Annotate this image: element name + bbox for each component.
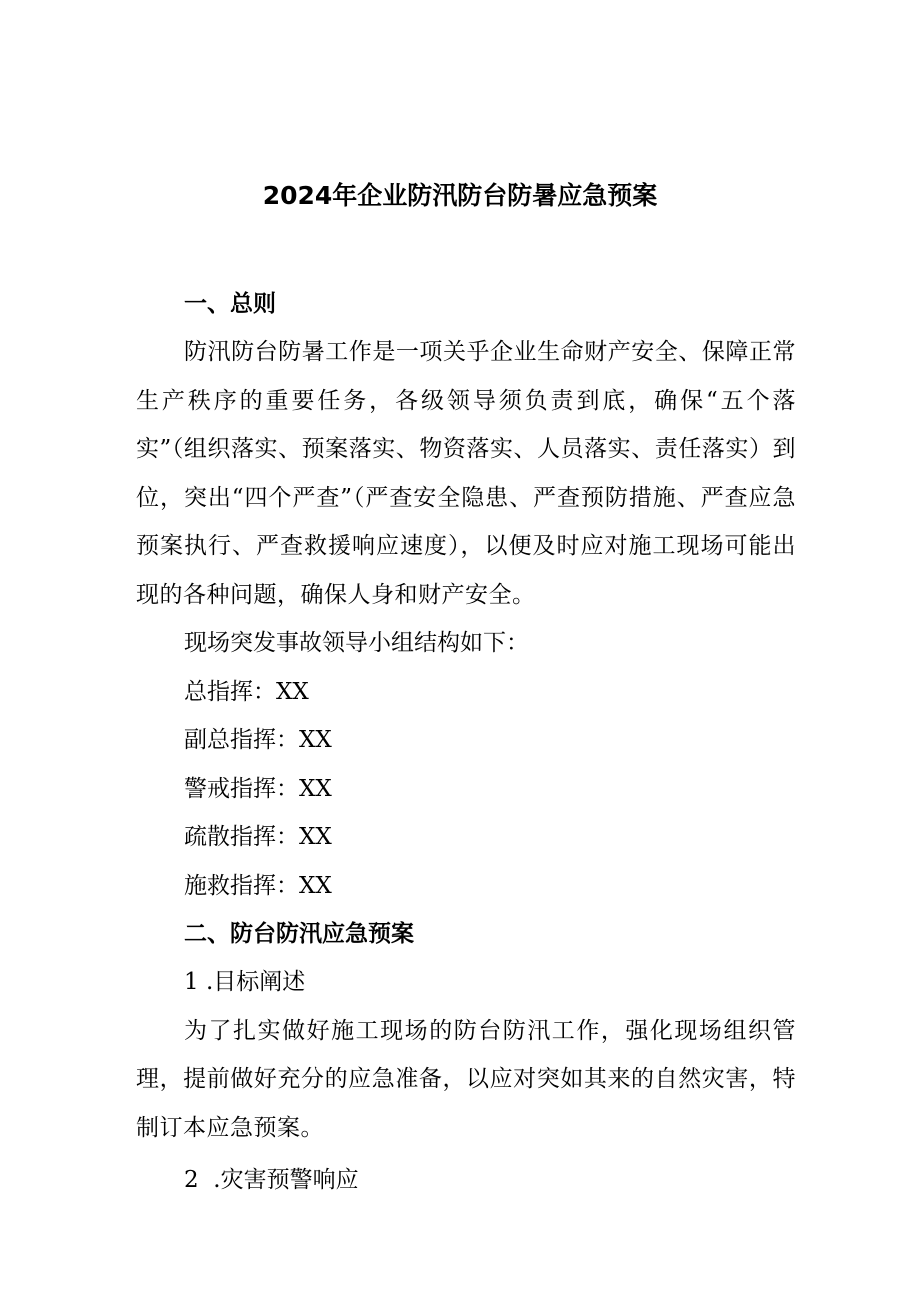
section-heading-plan: 二、防台防汛应急预案 [184, 921, 414, 947]
document-title: 2024年企业防汛防台防暑应急预案 [262, 181, 658, 210]
paragraph-overview: 防汛防台防暑工作是一项关乎企业生命财产安全、保障正常生产秩序的重要任务，各级领导须负责到底，确保“五个落实”（组织落实、预案落实、物资落实、人员落实、责任落实）到位，突出“四个严查”（严查安全隐患、严查预防措施、严查应急预案执行、严查救援响应速度），以便及时应对施工现场可能出现的各种问题，确保人身和财产安全。 [136, 339, 796, 608]
paragraph-team-structure: 现场突发事故领导小组结构如下： [184, 630, 529, 656]
section-heading-general: 一、总则 [184, 291, 276, 317]
role-deputy-commander: 副总指挥：XX [184, 727, 332, 753]
document-body [136, 280, 796, 1205]
role-alert-commander: 警戒指挥：XX [184, 775, 332, 802]
subsection-title-objective: 1 .目标阐述 [184, 969, 306, 995]
subsection-title-warning: 2 .灾害预警响应 [184, 1167, 359, 1193]
role-rescue-commander: 施救指挥：XX [184, 872, 332, 899]
role-evacuation-commander: 疏散指挥：XX [184, 824, 332, 850]
paragraph-objective: 为了扎实做好施工现场的防台防汛工作，强化现场组织管理，提前做好充分的应急准备，以应对突如其来的自然灾害，特制订本应急预案。 [136, 1017, 796, 1141]
role-commander: 总指挥：XX [184, 678, 309, 705]
